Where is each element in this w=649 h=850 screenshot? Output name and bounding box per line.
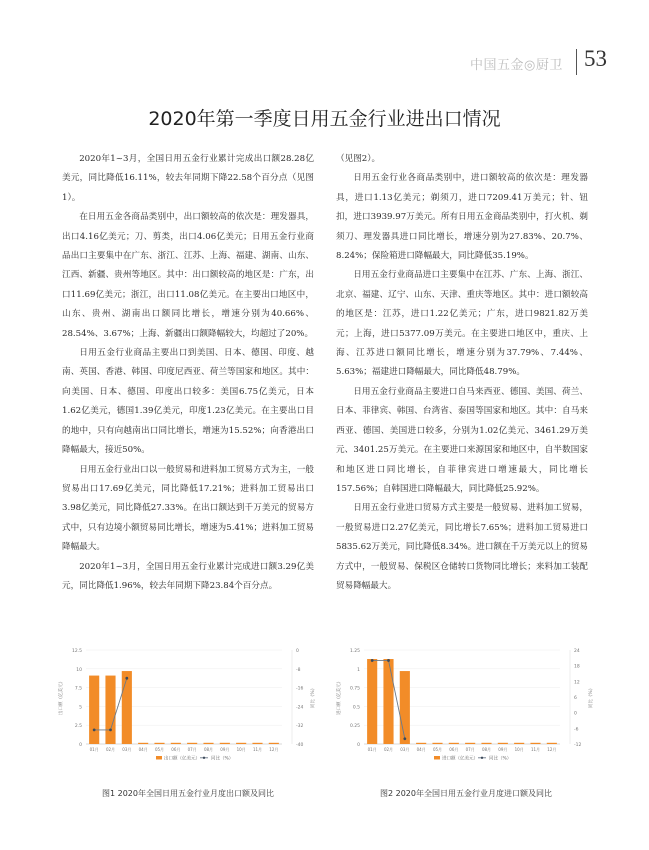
x-tick-label: 03月 <box>400 747 410 752</box>
y-tick-label: 0 <box>357 743 360 748</box>
x-tick-label: 07月 <box>187 747 197 752</box>
bar <box>138 743 148 744</box>
import-chart-svg <box>330 640 592 768</box>
legend-line-marker <box>203 757 205 759</box>
x-tick-label: 02月 <box>383 747 394 752</box>
x-tick-label: 07月 <box>465 747 475 752</box>
y2-tick-label: 18 <box>574 664 580 670</box>
x-tick-label: 10月 <box>514 747 524 752</box>
legend-line-marker <box>481 757 483 759</box>
x-tick-label: 09月 <box>498 747 508 752</box>
x-tick-label: 09月 <box>220 747 230 752</box>
legend-bar-swatch <box>434 756 440 760</box>
paragraph: 日用五金行业商品主要进口自马来西亚、德国、美国、荷兰、日本、菲律宾、韩国、台湾省、泰国等国家和地区。其中：自马来西亚、德国、美国进口较多，分别为1.02亿美元、3461.29万美元、3401.25万美元。在主要进口来源国家和地区中，自半数国家和地区进口同比增长，自菲律宾进口增速最大，同比增长157.56%；自韩国进口降幅最大，同比降低25.92%。 <box>336 386 588 494</box>
y2-tick-label: -8 <box>296 667 301 673</box>
x-tick-label: 03月 <box>122 747 132 752</box>
header-divider <box>576 49 577 75</box>
y2-axis-title: 同比（%） <box>311 685 316 709</box>
paragraph: 2020年1~3月，全国日用五金行业累计完成进口额3.29亿美元，同比降低1.96%，较去年同期下降23.84个百分点。 <box>62 561 314 591</box>
y-axis-title: 进口额（亿美元） <box>337 679 342 715</box>
paragraph: 在日用五金各商品类别中，出口额较高的依次是：理发器具，出口4.16亿美元；刀、剪类，出口4.06亿美元；日用五金行业商品出口主要集中在广东、浙江、江苏、上海、福建、湖南、山东、江西、新疆、贵州等地区。其中：出口额较高的地区是：广东，出口11.69亿美元；浙江，出口11.08亿美元。在主要出口地区中，山东、贵州、湖南出口额同比增长，增速分别为40.66%、28.54%、3.67%；上海、新疆出口额降幅较大，均超过了20%。 <box>62 212 314 339</box>
legend-bar-label: 出口额（亿美元） <box>164 756 200 762</box>
x-tick-label: 05月 <box>154 747 165 752</box>
x-tick-label: 11月 <box>530 747 541 752</box>
bar <box>465 743 475 744</box>
y-tick-label: 12.5 <box>71 649 82 654</box>
y-tick-label: 1.25 <box>349 649 360 654</box>
y2-tick-label: -32 <box>296 724 304 730</box>
bar <box>89 676 99 744</box>
x-tick-label: 05月 <box>432 747 443 752</box>
y2-tick-label: -24 <box>296 705 304 711</box>
y2-tick-label: -6 <box>574 727 579 733</box>
legend-bar-swatch <box>156 756 162 760</box>
bar <box>122 671 132 744</box>
yoy-point <box>387 659 390 662</box>
y2-tick-label: -12 <box>574 743 582 748</box>
x-tick-label: 11月 <box>252 747 263 752</box>
bar <box>269 743 279 744</box>
page-number: 53 <box>584 46 607 71</box>
bar <box>514 743 524 744</box>
bar <box>449 743 459 744</box>
bar <box>171 743 181 744</box>
x-tick-label: 12月 <box>269 747 279 752</box>
bar <box>367 659 377 744</box>
paragraph: 日用五金行业商品主要出口到美国、日本、德国、印度、越南、英国、香港、韩国、印度尼西亚、荷兰等国家和地区。其中：向美国、日本、德国、印度出口较多：美国6.75亿美元，日本1.62亿美元，德国1.39亿美元，印度1.23亿美元。在主要出口目的地中，只有向越南出口同比增长，增速为15.52%；向香港出口降幅最大，接近50%。 <box>62 348 314 456</box>
x-tick-label: 10月 <box>236 747 246 752</box>
x-tick-label: 04月 <box>138 747 148 752</box>
magazine-brand: 中国五金◎厨卫 <box>470 58 563 73</box>
bar <box>203 743 213 744</box>
y-tick-label: 7.5 <box>74 686 82 692</box>
bar <box>547 743 557 744</box>
y-tick-label: 10 <box>76 667 82 673</box>
y2-tick-label: 24 <box>574 649 580 654</box>
bar <box>252 743 262 744</box>
paragraph: 日用五金行业进口贸易方式主要是一般贸易、进料加工贸易，一般贸易进口2.27亿美元，同比增长7.65%；进料加工贸易进口5835.62万美元，同比降低8.34%。进口额在千万美元以上的贸易方式中，一般贸易、保税区仓储转口货物同比增长；来料加工装配贸易降幅最大。 <box>336 503 588 591</box>
x-tick-label: 06月 <box>171 747 181 752</box>
y2-tick-label: -16 <box>296 686 304 692</box>
bar <box>220 743 230 744</box>
x-tick-label: 01月 <box>367 747 377 752</box>
x-tick-label: 08月 <box>481 747 492 752</box>
y-tick-label: 0.5 <box>352 705 360 711</box>
x-tick-label: 06月 <box>449 747 459 752</box>
bar <box>498 743 508 744</box>
legend-bar-label: 进口额（亿美元） <box>442 756 478 762</box>
bar <box>530 743 540 744</box>
y2-tick-label: 12 <box>574 680 580 686</box>
y-tick-label: 0.25 <box>349 724 360 730</box>
figure-2-caption: 图2 2020年全国日用五金行业月度进口额及同比 <box>380 789 552 798</box>
left-column <box>62 150 314 596</box>
export-chart-svg <box>52 640 314 768</box>
y-tick-label: 1 <box>357 667 360 673</box>
right-column <box>336 150 588 596</box>
paragraph: 2020年1~3月，全国日用五金行业累计完成出口额28.28亿美元，同比降低16.11%，较去年同期下降22.58个百分点（见图1）。 <box>62 154 314 203</box>
bar <box>187 743 197 744</box>
bar <box>383 659 393 744</box>
yoy-point <box>371 659 374 662</box>
paragraph: （见图2）。 <box>336 154 381 164</box>
y-tick-label: 5 <box>79 705 82 711</box>
y2-tick-label: 6 <box>574 696 577 701</box>
bar <box>105 676 115 744</box>
export-chart <box>52 640 314 768</box>
bar <box>236 743 246 744</box>
legend-line-label: 同比（%） <box>211 756 234 762</box>
import-chart <box>330 640 592 768</box>
y-tick-label: 2.5 <box>74 724 82 730</box>
bar <box>481 743 491 744</box>
yoy-point <box>125 677 128 680</box>
y2-tick-label: 0 <box>296 649 299 654</box>
x-tick-label: 08月 <box>203 747 214 752</box>
y-tick-label: 0 <box>79 743 82 748</box>
bar <box>400 671 410 744</box>
bar <box>154 743 164 744</box>
yoy-point <box>93 729 96 732</box>
bar <box>432 743 442 744</box>
yoy-point <box>109 729 112 732</box>
x-tick-label: 04月 <box>416 747 426 752</box>
bar <box>416 743 426 744</box>
x-tick-label: 12月 <box>547 747 557 752</box>
paragraph: 日用五金行业出口以一般贸易和进料加工贸易方式为主，一般贸易出口17.69亿美元，同比降低17.21%；进料加工贸易出口3.98亿美元，同比降低27.33%。在出口额达到千万美元的贸易方式中，只有边境小额贸易同比增长，增速为5.41%；进料加工贸易降幅最大。 <box>62 464 314 553</box>
x-tick-label: 01月 <box>89 747 99 752</box>
legend-line-label: 同比（%） <box>489 756 512 762</box>
paragraph: 日用五金行业各商品类别中，进口额较高的依次是：理发器具，进口1.13亿美元；剃须刀，进口7209.41万美元；针、钮扣，进口3939.97万美元。所有日用五金商品类别中，打火机、剃须刀、理发器具进口同比增长，增速分别为27.83%、20.7%、8.24%；保险箱进口降幅最大，同比降低35.19%。 <box>336 173 588 262</box>
article-title: 2020年第一季度日用五金行业进出口情况 <box>148 108 501 130</box>
figure-1-caption: 图1 2020年全国日用五金行业月度出口额及同比 <box>102 789 274 798</box>
y-tick-label: 0.75 <box>349 686 360 692</box>
y2-axis-title: 同比（%） <box>589 685 594 709</box>
yoy-point <box>403 737 406 740</box>
y2-tick-label: 0 <box>574 711 577 717</box>
y-axis-title: 出口额（亿美元） <box>59 679 64 715</box>
x-tick-label: 02月 <box>105 747 116 752</box>
paragraph: 日用五金行业商品进口主要集中在江苏、广东、上海、浙江、北京、福建、辽宁、山东、天津、重庆等地区。其中：进口额较高的地区是：江苏，进口1.22亿美元；广东，进口9821.82万美元；上海，进口5377.09万美元。在主要进口地区中，重庆、上海、江苏进口额同比增长，增速分别为37.79%、7.44%、5.63%；福建进口降幅最大，同比降低48.79%。 <box>336 270 588 378</box>
y2-tick-label: -40 <box>296 743 304 748</box>
